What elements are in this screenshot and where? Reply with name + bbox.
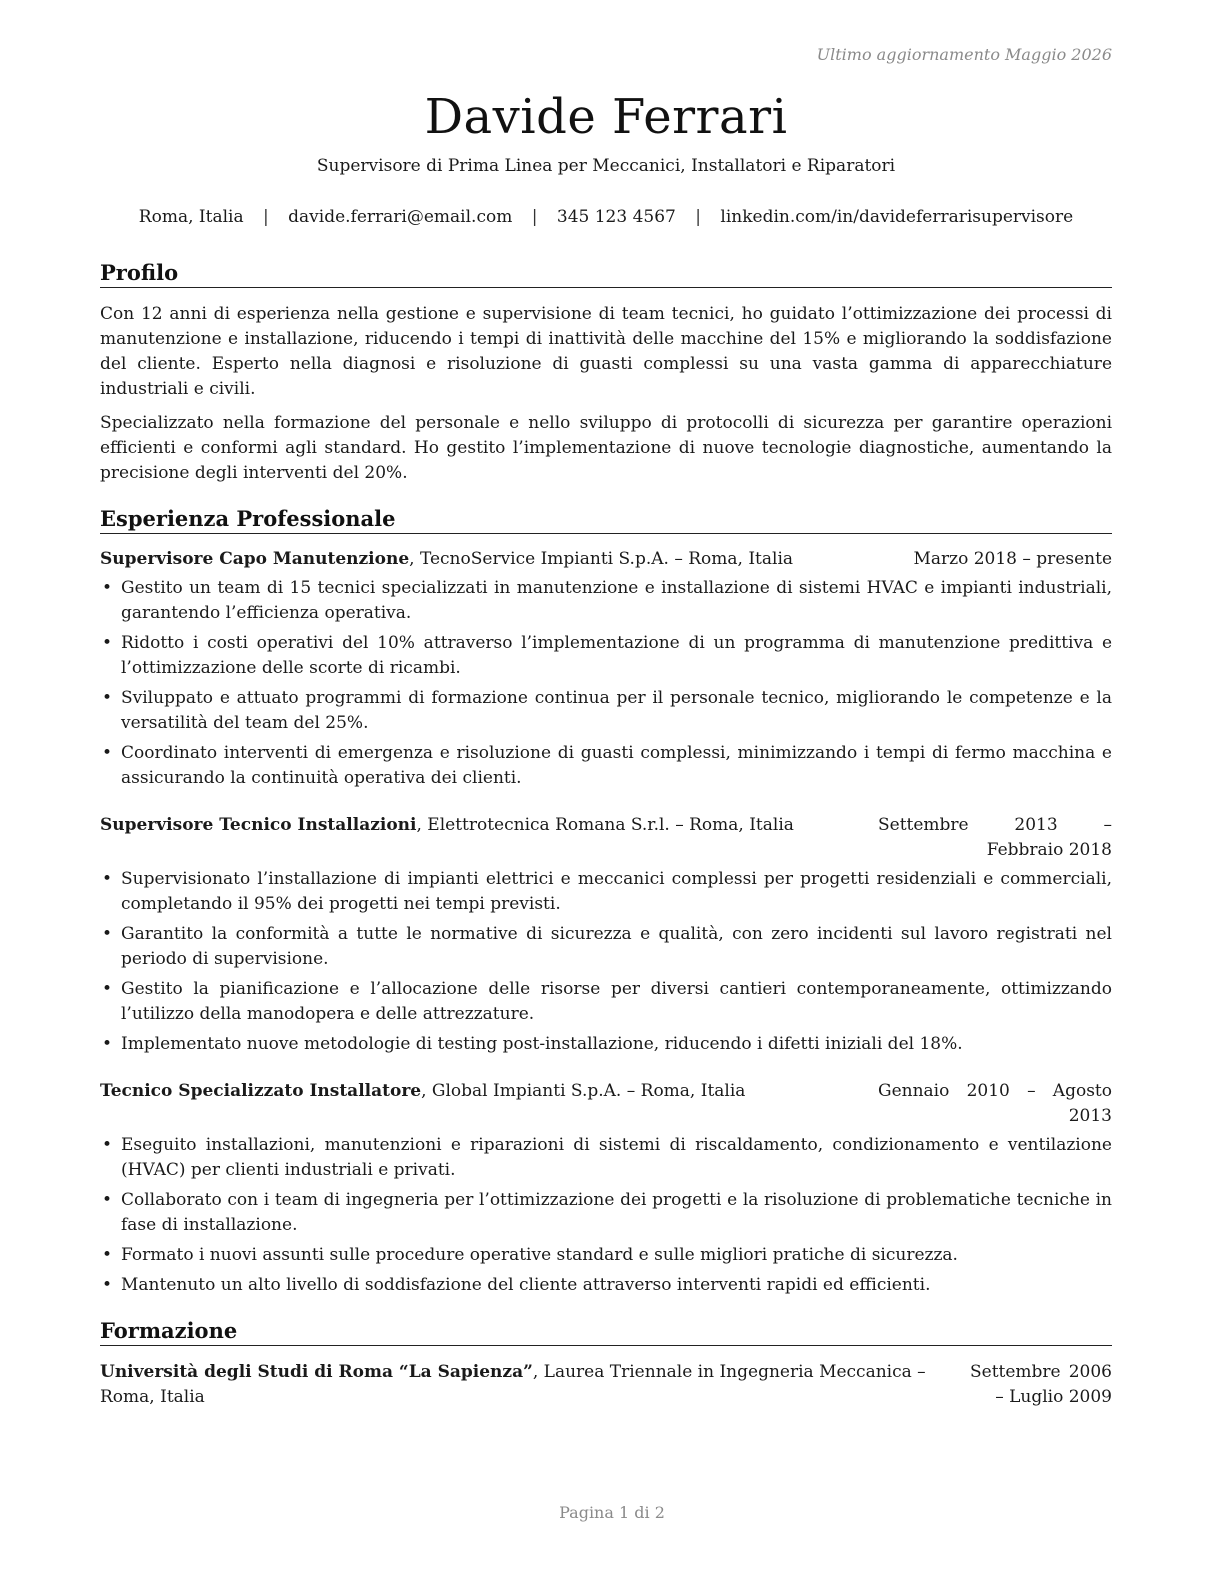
job-title-line [100,547,913,572]
bullet-item [100,1032,1112,1057]
headline-text: Supervisore di Prima Linea per Meccanici, Installatori e Riparatori [316,156,896,176]
job-entry [100,813,1112,1057]
candidate-name: Davide Ferrari [424,89,788,145]
bullet-text: Implementato nuove metodologie di testing post-installazione, riducendo i difetti iniziali del 18%. [121,1034,963,1054]
bullet-item [100,1273,1112,1298]
bullet-text: Coordinato interventi di emergenza e risoluzione di guasti complessi, minimizzando i tempi di fermo macchina e assicurando la continuità operativa dei clienti. [121,743,1112,788]
section-title-experience: Esperienza Professionale [100,506,1112,534]
contact-line [100,205,1112,230]
contact-location: Roma, Italia [138,207,244,227]
bullet-item [100,576,1112,626]
job-company: , Global Impianti S.p.A. – Roma, Italia [421,1081,746,1101]
job-title-line [100,813,878,838]
contact-linkedin[interactable]: linkedin.com/in/davideferrarisupervisore [720,207,1074,227]
job-role: Supervisore Tecnico Installazioni [100,815,417,835]
page-number: Pagina 1 di 2 [559,1503,665,1522]
education-entry [100,1360,1112,1410]
job-dates: Marzo 2018 – presente [913,549,1112,569]
section-title-profile: Profilo [100,260,1112,288]
bullet-text: Garantito la conformità a tutte le normative di sicurezza e qualità, con zero incidenti sul lavoro registrati nel periodo di supervisione. [121,924,1112,969]
bullet-item [100,686,1112,736]
bullet-text: Sviluppato e attuato programmi di formazione continua per il personale tecnico, migliorando le competenze e la versatilità del team del 25%. [121,688,1112,733]
bullet-text: Mantenuto un alto livello di soddisfazione del cliente attraverso interventi rapidi ed efficienti. [121,1275,931,1295]
headline [100,154,1112,179]
job-header [100,813,1112,863]
job-bullets [100,1133,1112,1298]
job-dates: Gennaio 2010 – Agosto 2013 [878,1081,1112,1126]
bullet-item [100,631,1112,681]
bullet-dot-icon: • [102,688,113,708]
job-role: Supervisore Capo Manutenzione [100,549,410,569]
bullet-dot-icon: • [102,979,113,999]
last-updated: Ultimo aggiornamento Maggio 2026 [816,45,1112,64]
experience-section [100,506,1112,1298]
job-header [100,547,1112,572]
bullet-item [100,1188,1112,1238]
bullet-dot-icon: • [102,1135,113,1155]
bullet-dot-icon: • [102,869,113,889]
contact-separator: | [263,207,269,227]
job-company: , TecnoService Impianti S.p.A. – Roma, Italia [409,549,794,569]
job-header [100,1079,1112,1129]
bullet-item [100,867,1112,917]
bullet-text: Supervisionato l’installazione di impianti elettrici e meccanici complessi per progetti residenziali e commerciali, completando il 95% dei progetti nei tempi previsti. [121,869,1112,914]
bullet-item [100,977,1112,1027]
bullet-text: Ridotto i costi operativi del 10% attraverso l’implementazione di un programma di manutenzione predittiva e l’ottimizzazione delle scorte di ricambi. [121,633,1112,678]
bullet-item [100,741,1112,791]
job-bullets [100,867,1112,1057]
contact-separator: | [695,207,701,227]
bullet-dot-icon: • [102,578,113,598]
job-entry [100,547,1112,791]
contact-separator: | [531,207,538,227]
job-title-line [100,1079,878,1104]
bullet-dot-icon: • [102,924,113,944]
job-bullets [100,576,1112,791]
profile-section [100,260,1112,486]
bullet-item [100,1133,1112,1183]
job-role: Tecnico Specializzato Installatore [100,1081,422,1101]
bullet-text: Gestito un team di 15 tecnici specializzati in manutenzione e installazione di sistemi HVAC e impianti industriali, garantendo l’efficienza operativa. [121,578,1112,623]
education-degree: , Laurea Triennale in Ingegneria Meccanica – Roma, Italia [100,1362,926,1407]
bullet-text: Eseguito installazioni, manutenzioni e riparazioni di sistemi di riscaldamento, condizionamento e ventilazione (HVAC) per clienti industriali e privati. [121,1135,1112,1180]
bullet-text: Gestito la pianificazione e l’allocazione delle risorse per diversi cantieri contemporaneamente, ottimizzando l’utilizzo della manodopera e delle attrezzature. [121,979,1112,1024]
bullet-dot-icon: • [102,1245,113,1265]
contact-phone: 345 123 4567 [556,207,676,227]
profile-paragraph: Specializzato nella formazione del personale e nello sviluppo di protocolli di sicurezza per garantire operazioni efficienti e conformi agli standard. Ho gestito l’implementazione di nuove tecnologie diagnostiche, aumentando la precisione degli interventi del 20%. [100,413,1112,483]
section-title-education: Formazione [100,1318,1112,1346]
job-entry [100,1079,1112,1298]
education-title-line [100,1360,970,1410]
bullet-item [100,1243,1112,1268]
bullet-dot-icon: • [102,743,113,763]
contact-email[interactable]: davide.ferrari@email.com [288,207,513,227]
job-dates: Settembre 2013 – Febbraio 2018 [878,815,1112,860]
bullet-text: Collaborato con i team di ingegneria per l’ottimizzazione dei progetti e la risoluzione di problematiche tecniche in fase di installazione. [121,1190,1112,1235]
bullet-dot-icon: • [102,633,113,653]
education-dates: Settembre 2006 – Luglio 2009 [970,1362,1112,1407]
profile-paragraph: Con 12 anni di esperienza nella gestione e supervisione di team tecnici, ho guidato l’ottimizzazione dei processi di manutenzione e installazione, riducendo i tempi di inattività delle macchine del 15% e migliorando la soddisfazione del cliente. Esperto nella diagnosi e risoluzione di guasti complessi su una vasta gamma di apparecchiature industriali e civili. [100,304,1112,399]
bullet-dot-icon: • [102,1034,113,1054]
job-company: , Elettrotecnica Romana S.r.l. – Roma, Italia [416,815,794,835]
education-school: Università degli Studi di Roma “La Sapienza” [100,1362,533,1382]
bullet-dot-icon: • [102,1190,113,1210]
bullet-text: Formato i nuovi assunti sulle procedure operative standard e sulle migliori pratiche di sicurezza. [121,1245,958,1265]
bullet-item [100,922,1112,972]
education-section [100,1318,1112,1410]
bullet-dot-icon: • [102,1275,113,1295]
